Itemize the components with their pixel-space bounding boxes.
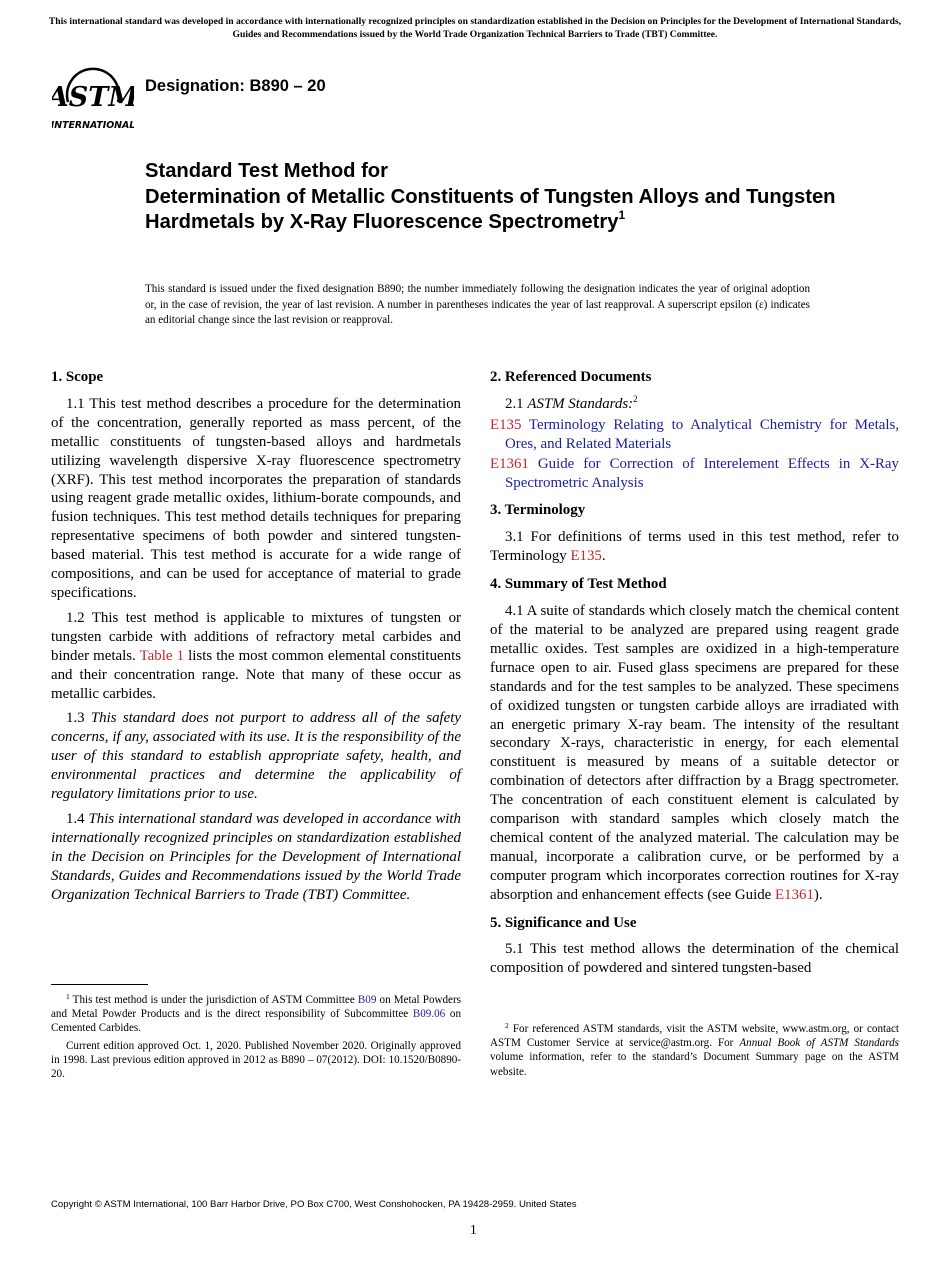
- scope-1-1: 1.1 This test method describes a procedure for the determination of the concentration, generally reported as mass percent, of the metallic constituents of tungsten-based alloys and hardmetals utilizing wavelength dispersive X-ray fluorescence spectrometry (XRF). This test method incorporates the preparation of standards using reagent grade metallic oxides, lithium-borate compounds, and fusion techniques. This test method details techniques for preparing representative specimens of both powder and sintered tungsten-based material. This test method is accurate for a wide range of compositions, and can be used for acceptance of material to grade specifications.: [51, 395, 461, 601]
- summary-4-1: [490, 602, 899, 905]
- summary-e1361-link[interactable]: E1361: [775, 886, 814, 903]
- scope-1-4-text: This international standard was developed in accordance with internationally recognized principles on standardization established in the Decision on Principles for the Development of International Standards, Guides and Recommendations issued by the World Trade Organization Technical Barriers to Trade (TBT) Committee.: [51, 810, 462, 903]
- scope-1-3-text: This standard does not purport to address all of the safety concerns, if any, associated with its use. It is the responsibility of the user of this standard to establish appropriate safety, health, and environmental practices and determine the applicability of regulatory limitations prior to use.: [51, 710, 462, 803]
- scope-1-3-number: 1.3: [66, 710, 91, 727]
- title-line-2: Determination of Metallic Constituents of Tungsten Alloys and Tungsten Hardmetals by X-Ray Fluorescence Spectrometry: [145, 185, 836, 233]
- document-title: [145, 159, 845, 236]
- significance-heading: 5. Significance and Use: [490, 914, 637, 931]
- page-number: 1: [470, 1222, 477, 1237]
- title-main: [145, 185, 845, 236]
- astm-standards-subhead: [490, 395, 899, 414]
- title-line-1: Standard Test Method for: [145, 160, 388, 182]
- reference-e1361-title[interactable]: Guide for Correction of Interelement Effects in X-Ray Spectrometric Analysis: [505, 455, 899, 491]
- logo-letters: ASTM: [52, 82, 134, 113]
- footnote-1-text-a: This test method is under the jurisdiction of ASTM Committee: [69, 994, 358, 1006]
- scope-1-2-text-b: lists the most common elemental constituents and their concentration range. Note that many of these occur as metallic carbides.: [51, 647, 461, 702]
- terminology-3-1: [490, 528, 899, 566]
- scope-1-3: [51, 709, 461, 804]
- scope-1-4-number: 1.4: [66, 810, 89, 827]
- logo-wordmark: INTERNATIONAL: [52, 120, 134, 131]
- designation: Designation: B890 – 20: [145, 77, 326, 95]
- footnote-1-text-c: on Cemented Carbides.: [51, 1008, 461, 1035]
- table-1-link[interactable]: Table 1: [139, 647, 185, 664]
- footnote-1-para: [51, 993, 461, 1036]
- footnote-2-italic: Annual Book of ASTM Standards: [739, 1037, 899, 1050]
- footnote-1-mark: 1: [66, 992, 70, 1001]
- scope-1-2-text-a: 1.2 This test method is applicable to mixtures of tungsten or tungsten carbide with additions of refractory metal carbides and binder metals.: [51, 609, 461, 664]
- footnote-rule: [51, 984, 148, 985]
- astm-standards-label: ASTM Standards:: [527, 395, 634, 412]
- scope-heading: 1. Scope: [51, 369, 104, 385]
- footnote-2-text-a: For referenced ASTM standards, visit the ASTM website, www.astm.org, or contact ASTM Customer Service at service@astm.org. For: [490, 1023, 899, 1050]
- terminology-heading: 3. Terminology: [490, 502, 586, 519]
- footnote-1-edition: Current edition approved Oct. 1, 2020. Published November 2020. Originally approved in 1998. Last previous edition approved in 2012 as B890 – 07(2012). DOI: 10.1520/B0890-20.: [51, 1039, 461, 1081]
- referenced-heading: 2. Referenced Documents: [490, 369, 652, 385]
- tbt-notice: This international standard was developed in accordance with internationally recognized principles on standardization established in the Decision on Principles for the Development of International Standards, Guides and Recommendations issued by the World Trade Organization Technical Barriers to Trade (TBT) Committee.: [48, 16, 902, 40]
- terminology-3-1-text-b: .: [601, 548, 606, 565]
- astm-standards-number: 2.1: [505, 395, 528, 412]
- summary-heading: 4. Summary of Test Method: [490, 576, 667, 593]
- reference-e1361-code[interactable]: E1361: [490, 455, 529, 472]
- astm-logo: [52, 56, 134, 136]
- reference-e135: [490, 416, 899, 454]
- astm-logo-icon: [52, 56, 134, 136]
- footnote-2-mark: 2: [505, 1021, 509, 1030]
- significance-5-1: 5.1 This test method allows the determination of the chemical composition of powdered and sintered tungsten-based: [490, 941, 899, 977]
- left-column: [51, 368, 461, 910]
- title-footnote-mark: 1: [618, 208, 626, 222]
- right-column: [490, 368, 899, 984]
- footnote-2-text-b: volume information, refer to the standard’s Document Summary page on the ASTM website.: [490, 1051, 899, 1078]
- terminology-3-1-text-a: 3.1 For definitions of terms used in this test method, refer to Terminology: [490, 529, 899, 565]
- footnote-2-para: [490, 1022, 899, 1079]
- issued-note: This standard is issued under the fixed designation B890; the number immediately following the designation indicates the year of original adoption or, in the case of revision, the year of last revision. A number in parentheses indicates the year of last reapproval. A superscript epsilon (ε) indicates an editorial change since the last revision or reapproval.: [145, 283, 810, 327]
- scope-1-4: [51, 810, 461, 905]
- footnote-2: [490, 1022, 899, 1082]
- reference-e135-title[interactable]: Terminology Relating to Analytical Chemistry for Metals, Ores, and Related Materials: [505, 416, 899, 452]
- terminology-e135-link[interactable]: E135: [570, 548, 602, 565]
- astm-standards-footnote-mark: 2: [633, 393, 638, 404]
- reference-e1361: [490, 455, 899, 493]
- summary-4-1-text-b: ).: [813, 886, 823, 903]
- committee-b09-link[interactable]: B09: [357, 994, 377, 1006]
- scope-1-2: [51, 609, 461, 704]
- footnote-1: [51, 993, 461, 1084]
- summary-4-1-text-a: 4.1 A suite of standards which closely match the chemical content of the material to be analyzed are prepared using reagent grade metallic oxides. Test samples are oxidized in a high-temperature furnace open to air. Fused glass specimens are prepared for these standards and for the test samples to be analyzed. These specimens of oxidized tungsten or tungsten carbide alloys are irradiated with an energetic primary X-ray beam. The intensity of the resultant secondary X-rays, characteristic in energy, for each elemental constituent is measured by means of a suitable detector or combination of detectors after diffraction by a Bragg spectrometer. The concentration of each constituent element is calculated by comparison with standard samples which closely match the chemical content of the analyzed material. The calculation may be manual, incorporate a calibration curve, or be performed by a computer program which incorporates correction routines for X-ray absorption and enhancement effects (see Guide: [490, 603, 899, 903]
- footnote-1-text-b: on Metal Powders and Metal Powder Products and is the direct responsibility of Subcommittee: [51, 994, 461, 1021]
- subcommittee-b09-06-link[interactable]: B09.06: [412, 1008, 446, 1021]
- copyright-notice: Copyright © ASTM International, 100 Barr Harbor Drive, PO Box C700, West Conshohocken, PA 19428-2959. United States: [51, 1199, 577, 1210]
- reference-e135-code[interactable]: E135: [490, 416, 522, 433]
